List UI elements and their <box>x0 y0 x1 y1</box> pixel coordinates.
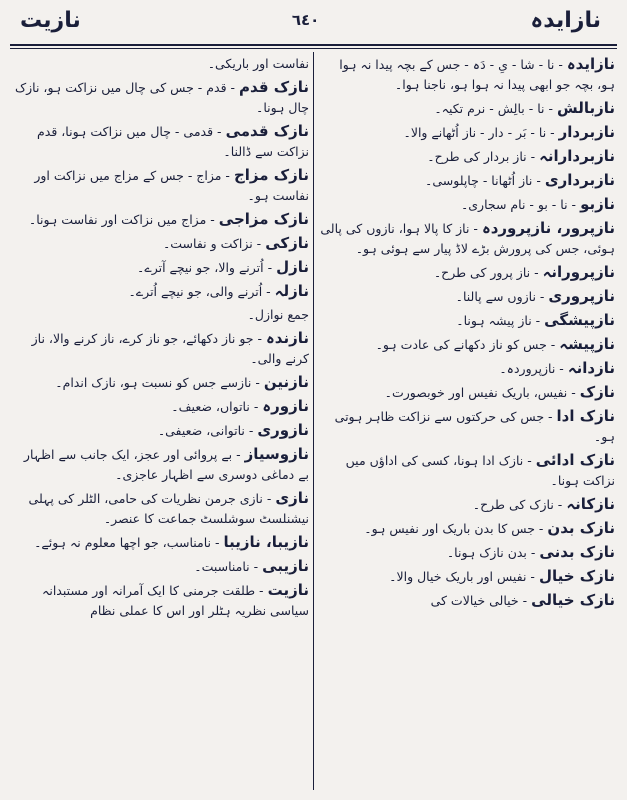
headword: نازپروری <box>548 287 615 305</box>
dictionary-entry <box>12 165 309 206</box>
definition: - بدن نازک ہونا۔ <box>446 545 536 560</box>
definition: - ناز پیشہ ہونا۔ <box>456 313 541 328</box>
definition: - جس کا بدن باریک اور نفیس ہو۔ <box>364 521 544 536</box>
headword: نازبردار <box>558 123 615 141</box>
definition: - ناتوانی، ضعیفی۔ <box>157 423 254 438</box>
headword: نازک بدنی <box>539 543 615 561</box>
dictionary-entry <box>318 406 615 447</box>
column-divider <box>313 52 314 790</box>
dictionary-entry <box>318 566 615 587</box>
dictionary-entry <box>12 281 309 302</box>
headword: نازندہ <box>266 329 309 347</box>
definition: جمع نوازل۔ <box>247 307 309 322</box>
dictionary-entry <box>318 518 615 539</box>
dictionary-entry <box>12 556 309 577</box>
headword: نازپرورانہ <box>542 263 615 281</box>
dictionary-entry <box>12 532 309 553</box>
headword: نازک مزاج <box>233 166 309 184</box>
dictionary-entry <box>318 218 615 259</box>
header-rule-thin <box>10 48 617 49</box>
definition: - بے پروائی اور عجز، ایک جانب سے اظہار بے دماغی دوسری سے اظہار عاجزی۔ <box>23 447 309 482</box>
right-column <box>318 54 615 792</box>
definition: - ناتواں، ضعیف۔ <box>171 399 259 414</box>
headword: نازک خیال <box>538 567 615 585</box>
definition: - خیالی خیالات کی <box>430 593 528 608</box>
dictionary-entry <box>318 262 615 283</box>
dictionary-entry <box>12 54 309 74</box>
headword: نازیبی <box>262 557 309 575</box>
dictionary-entry <box>12 305 309 325</box>
headword: نازورہ <box>262 397 309 415</box>
headword: نازپیشہ <box>559 335 615 353</box>
headword: نازبرداری <box>544 171 615 189</box>
running-head-left: نازیت <box>20 7 81 33</box>
dictionary-entry <box>318 542 615 563</box>
dictionary-entry <box>12 444 309 485</box>
dictionary-entry <box>318 494 615 515</box>
left-column <box>12 54 309 792</box>
definition: - قدم - جس کی چال میں نزاکت ہو، نازک چال ہونا۔ <box>14 80 309 115</box>
dictionary-entry <box>318 382 615 403</box>
headword: نازایدہ <box>566 55 615 73</box>
dictionary-entry <box>318 310 615 331</box>
headword: نازدانہ <box>567 359 615 377</box>
headword: نازک قدمی <box>225 122 309 140</box>
dictionary-entry <box>12 209 309 230</box>
definition: - نامناسبت۔ <box>194 559 259 574</box>
headword: نازبردارانہ <box>539 147 615 165</box>
headword: نازیت <box>267 581 309 599</box>
headword: نازک بدن <box>547 519 615 537</box>
definition: - اُترنے والی، جو نیچے اُترے۔ <box>128 284 271 299</box>
headword: نازیبا، نازیبا <box>223 533 309 551</box>
definition: - نامناسب، جو اچھا معلوم نہ ہوئے۔ <box>34 535 220 550</box>
dictionary-entry <box>318 194 615 215</box>
headword: نازک ادا <box>556 407 615 425</box>
definition: - ناز اُٹھانا - چاپلوسی۔ <box>425 173 541 188</box>
headword: نازک <box>579 383 615 401</box>
definition: - نازسے جس کو نسبت ہو، نازک اندام۔ <box>55 375 260 390</box>
definition: - ناز پرور کی طرح۔ <box>433 265 539 280</box>
dictionary-entry <box>12 488 309 529</box>
definition: - ناز بردار کی طرح۔ <box>427 149 536 164</box>
running-head-right: نازایدہ <box>530 7 601 33</box>
definition: - نا - بو - نام سجاری۔ <box>460 197 577 212</box>
headword: نازل <box>276 258 309 276</box>
headword: نازلہ <box>274 282 309 300</box>
definition: نفاست اور باریکی۔ <box>207 56 309 71</box>
definition: - نازی جرمن نظریات کی حامی، الٹلر کی پہلی نیشنلسٹ سوشلسٹ جماعت کا عنصر۔ <box>28 491 309 526</box>
definition: - ناز کا پالا ہوا، نازوں کی پالی ہوئی، جس کی پرورش بڑے لاڈ پیار سے ہوئی ہو۔ <box>320 221 615 256</box>
definition: - اُترنے والا، جو نیچے آترے۔ <box>137 260 273 275</box>
definition: - جس کو ناز دکھانے کی عادت ہو۔ <box>375 337 556 352</box>
headword: نازپیشگی <box>544 311 615 329</box>
definition: - نا - شا - یِ - دَہ - جس کے بچہ پیدا نہ ہوا ہو، بچہ جو ابھی پیدا نہ ہوا ہو، ناجنا ہوا۔ <box>339 57 615 92</box>
dictionary-entry <box>12 420 309 441</box>
headword: نازک قدم <box>239 78 309 96</box>
definition: - نفیس، باریک نفیس اور خوبصورت۔ <box>384 385 576 400</box>
definition: - نا - بَر - دار - ناز اُٹھانے والا۔ <box>403 125 555 140</box>
definition: - طلقت جرمنی کا ایک آمرانہ اور مستبدانہ سیاسی نظریہ ہٹلر اور اس کا عملی نظام <box>42 583 309 618</box>
headword: نازکانہ <box>566 495 615 513</box>
dictionary-entry <box>318 334 615 355</box>
headword: نازپرور، نازپروردہ <box>481 219 615 237</box>
headword: نازبالش <box>556 99 615 117</box>
dictionary-entry <box>12 396 309 417</box>
dictionary-entry <box>318 590 615 611</box>
definition: - نفیس اور باریک خیال والا۔ <box>389 569 535 584</box>
definition: - نزاکت و نفاست۔ <box>162 236 262 251</box>
definition: - قدمی - چال میں نزاکت ہونا، قدم نزاکت سے ڈالنا۔ <box>37 124 309 159</box>
definition: - جو ناز دکھائے، جو ناز کرے، ناز کرنے والا، ناز کرنے والی۔ <box>31 331 309 366</box>
definition: - نا - بالِش - نرم تکیہ۔ <box>434 101 553 116</box>
dictionary-entry <box>318 98 615 119</box>
definition: - نازک ادا ہونا، کسی کی اداؤں میں نزاکت ہونا۔ <box>345 453 615 488</box>
dictionary-entry <box>318 170 615 191</box>
dictionary-entry <box>12 257 309 278</box>
dictionary-entry <box>318 358 615 379</box>
page-number: ٦٤٠ <box>291 11 320 29</box>
page-header <box>0 0 627 40</box>
dictionary-entry <box>12 328 309 369</box>
definition: - جس کی حرکتوں سے نزاکت ظاہر ہوتی ہو۔ <box>334 409 615 444</box>
definition: - مزاج - جس کے مزاج میں نزاکت اور نفاست ہو۔ <box>34 168 309 203</box>
dictionary-entry <box>318 54 615 95</box>
dictionary-entry <box>12 77 309 118</box>
headword: نازک ادائی <box>535 451 615 469</box>
definition: - مزاج میں نزاکت اور نفاست ہونا۔ <box>28 212 215 227</box>
dictionary-entry <box>318 286 615 307</box>
dictionary-entry <box>318 146 615 167</box>
headword: نازک خیالی <box>531 591 615 609</box>
headword: نازبو <box>580 195 615 213</box>
header-rule <box>10 44 617 46</box>
dictionary-entry <box>318 122 615 143</box>
definition: - نازوں سے پالنا۔ <box>455 289 545 304</box>
definition: - نازپروردہ۔ <box>499 361 564 376</box>
headword: نازوری <box>257 421 309 439</box>
dictionary-entry <box>318 450 615 491</box>
headword: نازوسیاز <box>244 445 309 463</box>
dictionary-entry <box>12 372 309 393</box>
headword: نازنین <box>263 373 309 391</box>
dictionary-entry <box>12 121 309 162</box>
headword: نازک مزاجی <box>218 210 309 228</box>
headword: نازی <box>275 489 309 507</box>
definition: - نازک کی طرح۔ <box>472 497 563 512</box>
dictionary-entry <box>12 580 309 621</box>
dictionary-entry <box>12 233 309 254</box>
headword: نازکی <box>265 234 309 252</box>
